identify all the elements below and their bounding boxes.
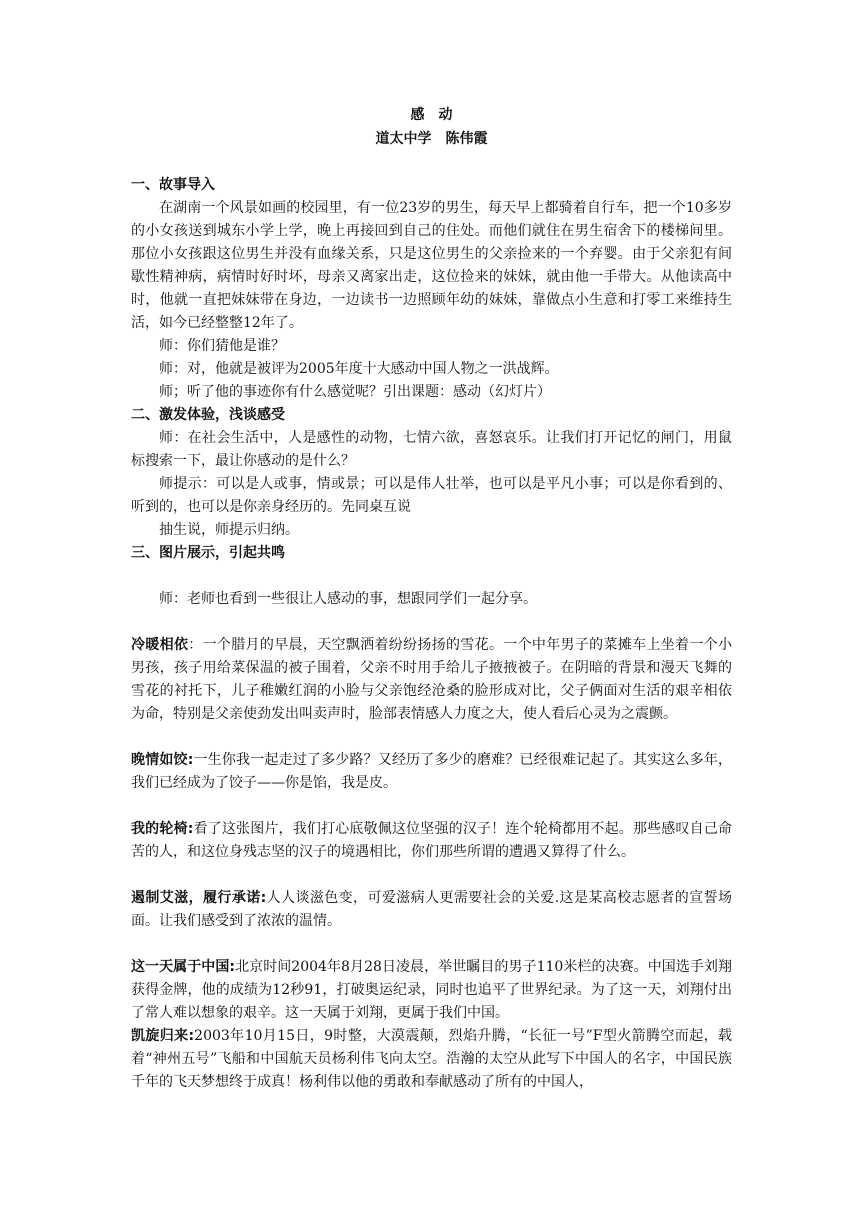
dialog-line: 师；听了他的事迹你有什么感觉呢？引出课题：感动（幻灯片）	[159, 384, 551, 400]
dialog-line: 师：你们猜他是谁？	[159, 338, 285, 354]
spacer	[131, 565, 732, 588]
spacer	[131, 795, 732, 818]
spacer	[131, 864, 732, 887]
item-label: 晚情如饺:	[131, 752, 194, 768]
spacer	[131, 151, 732, 174]
item-text: 一生你我一起走过了多少路？又经历了多少的磨难？已经很难记起了。其实这么多年，我们已经成为了饺子——你是馅，我是皮。	[131, 752, 732, 791]
item-text: 人人谈滋色变，可爱滋病人更需要社会的关爱.这是某高校志愿者的宣誓场面。让我们感受到了浓浓的温情。	[131, 890, 732, 929]
section2-line: 抽生说，师提示归纳。	[159, 522, 299, 538]
item-label: 凯旋归来:	[131, 1028, 195, 1044]
dialog-line: 师：对，他就是被评为2005年度十大感动中国人物之一洪战辉。	[159, 361, 559, 377]
picture-item	[131, 956, 732, 1025]
picture-item	[131, 749, 732, 795]
section-heading-1: 一、故事导入	[131, 177, 215, 193]
document-title: 感 动	[410, 107, 453, 123]
section-heading-3: 三、图片展示，引起共鸣	[131, 545, 285, 561]
picture-item	[131, 1025, 732, 1094]
author-line: 道太中学 陈伟霞	[375, 131, 488, 147]
spacer	[131, 611, 732, 634]
item-text: 北京时间2004年8月28日凌晨，举世瞩目的男子110米栏的决赛。中国选手刘翔获得金牌，他的成绩为12秒91，打破奥运纪录，同时也追平了世界纪录。为了这一天，刘翔付出了常人难以想象的艰辛。这一天属于刘翔，更属于我们中国。	[131, 959, 732, 1021]
spacer	[131, 933, 732, 956]
item-text: 看了这张图片，我们打心底敬佩这位坚强的汉子！连个轮椅都用不起。那些感叹自己命苦的人，和这位身残志坚的汉子的境遇相比，你们那些所谓的遭遇又算得了什么。	[131, 821, 732, 860]
item-label: 冷暖相依	[131, 637, 189, 653]
item-label: 我的轮椅:	[131, 821, 194, 837]
picture-item	[131, 887, 732, 933]
picture-item	[131, 634, 732, 726]
section2-paragraph: 师：在社会生活中，人是感性的动物，七情六欲，喜怒哀乐。让我们打开记忆的闸门，用鼠标搜索一下，最让你感动的是什么？	[131, 430, 732, 469]
item-text: 2003年10月15日，9时整，大漠震颠，烈焰升腾，“长征一号”F型火箭腾空而起，载着“神州五号”飞船和中国航天员杨利伟飞向太空。浩瀚的太空从此写下中国人的名字，中国民族千年的飞天梦想终于成真！杨利伟以他的勇敢和奉献感动了所有的中国人，	[131, 1028, 732, 1090]
section-heading-2: 二、激发体验，浅谈感受	[131, 407, 285, 423]
story-paragraph: 在湖南一个风景如画的校园里，有一位23岁的男生，每天早上都骑着自行车，把一个10多岁的小女孩送到城东小学上学，晚上再接回到自己的住处。而他们就住在男生宿舍下的楼梯间里。那位小女孩跟这位男生并没有血缘关系，只是这位男生的父亲捡来的一个弃婴。由于父亲犯有间歇性精神病，病情时好时坏，母亲又离家出走，这位捡来的妹妹，就由他一手带大。从他读高中时，他就一直把妹妹带在身边，一边读书一边照顾年幼的妹妹，靠做点小生意和打零工来维持生活，如今已经整整12年了。	[131, 200, 732, 331]
picture-item	[131, 818, 732, 864]
section3-intro: 师：老师也看到一些很让人感动的事，想跟同学们一起分享。	[159, 591, 537, 607]
item-label: 遏制艾滋，履行承诺:	[131, 890, 267, 906]
section2-paragraph: 师提示：可以是人或事，情或景；可以是伟人壮举，也可以是平凡小事；可以是你看到的、听到的，也可以是你亲身经历的。先同桌互说	[131, 476, 732, 515]
spacer	[131, 726, 732, 749]
item-text: ：一个腊月的早晨，天空飘洒着纷纷扬扬的雪花。一个中年男子的菜摊车上坐着一个小男孩，孩子用给菜保温的被子围着，父亲不时用手给儿子掖掖被子。在阴暗的背景和漫天飞舞的雪花的衬托下，儿子稚嫩红润的小脸与父亲饱经沧桑的脸形成对比，父子俩面对生活的艰辛相依为命，特别是父亲使劲发出叫卖声时，脸部表情感人力度之大，使人看后心灵为之震颤。	[131, 637, 733, 722]
item-label: 这一天属于中国:	[131, 959, 236, 975]
